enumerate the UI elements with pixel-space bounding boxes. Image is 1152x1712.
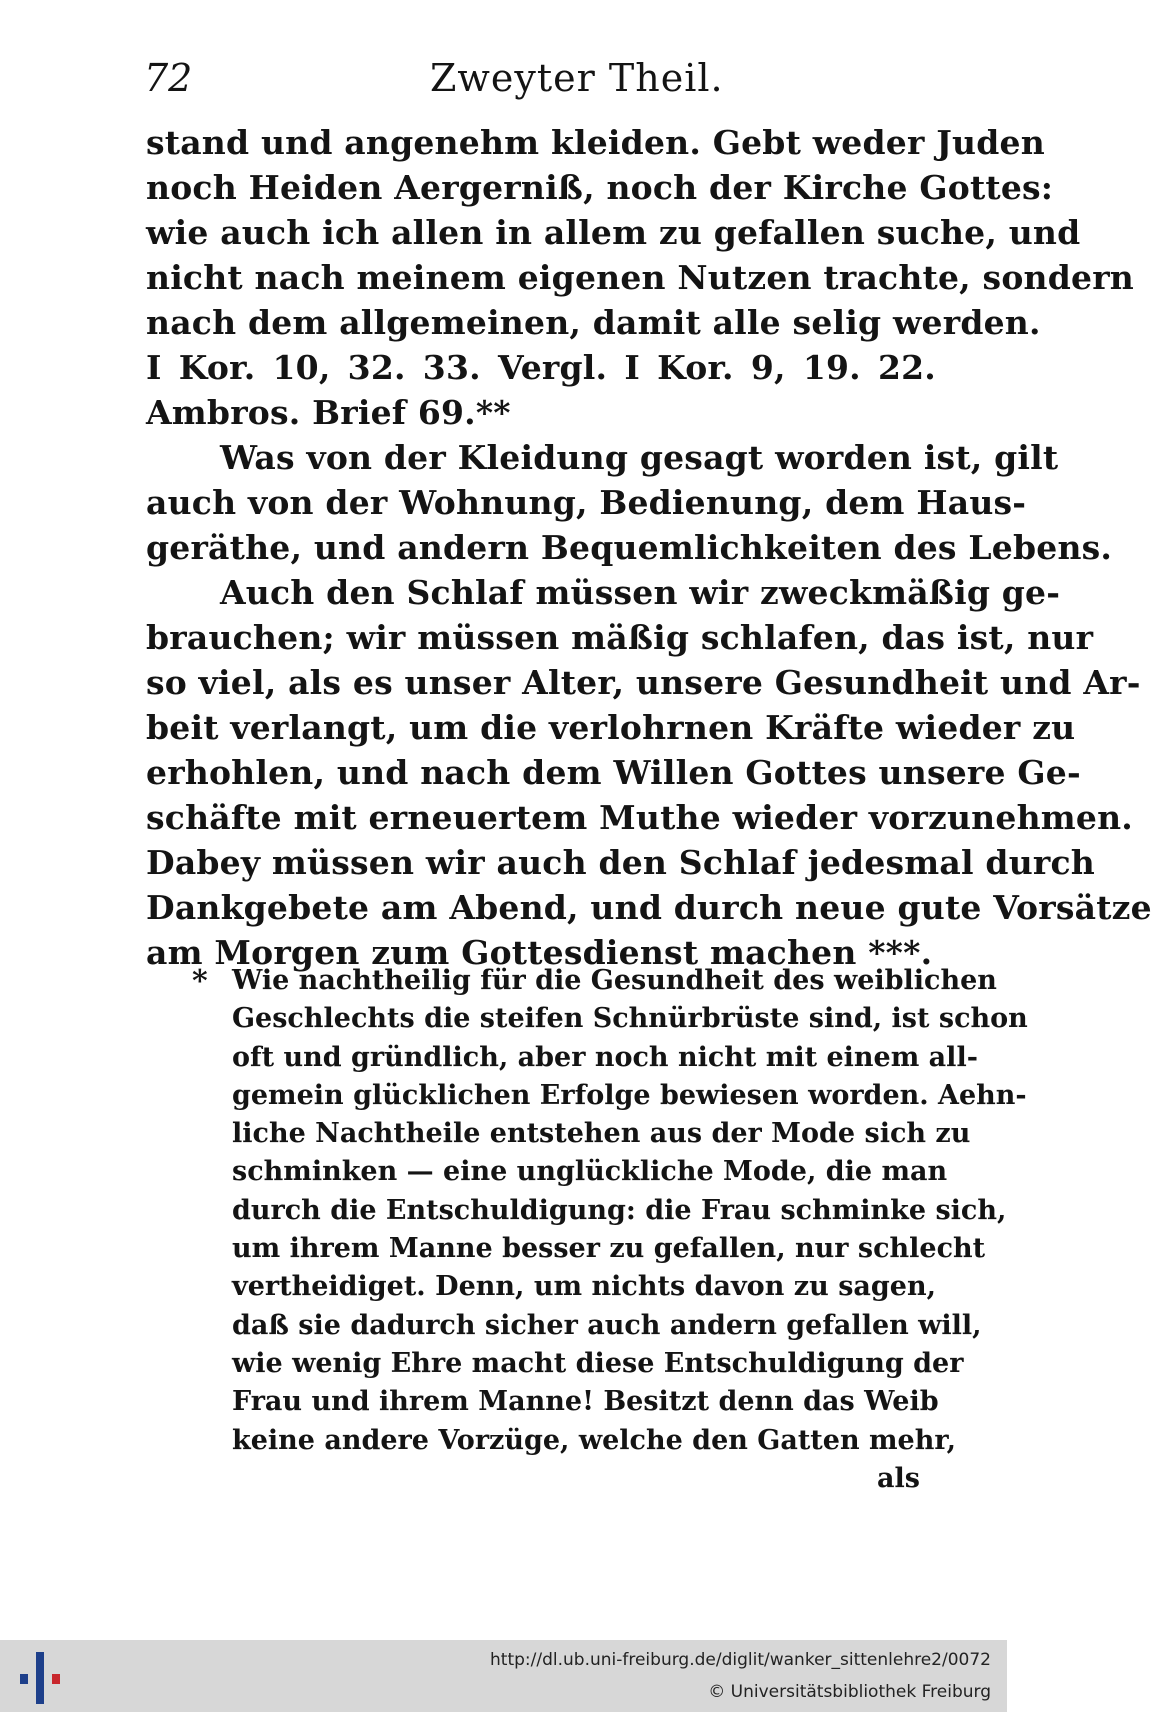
logo-mark xyxy=(20,1674,28,1684)
footnote-line: keine andere Vorzüge, welche den Gatten mehr, xyxy=(232,1424,957,1456)
text-line: Dabey müssen wir auch den Schlaf jedesmal durch xyxy=(146,843,1095,882)
paragraph-start: Was von der Kleidung gesagt worden ist, gilt xyxy=(220,438,1059,477)
main-text xyxy=(146,120,1152,975)
text-line: am Morgen zum Gottesdienst machen ***. xyxy=(146,933,933,972)
page-number: 72 xyxy=(144,56,193,100)
footnote-marker: * xyxy=(192,964,208,999)
text-line: noch Heiden Aergerniß, noch der Kirche Gottes: xyxy=(146,168,1054,207)
footnote-line: gemein glücklichen Erfolge bewiesen worden. Aehn- xyxy=(232,1079,1027,1111)
text-line: nicht nach meinem eigenen Nutzen trachte, sondern xyxy=(146,258,1134,297)
footnote-line: Frau und ihrem Manne! Besitzt denn das Weib xyxy=(232,1386,939,1418)
footnote-line: um ihrem Manne besser zu gefallen, nur schlecht xyxy=(232,1233,986,1265)
logo-mark xyxy=(36,1652,44,1704)
footnote-line: daß sie dadurch sicher auch andern gefallen will, xyxy=(232,1309,982,1341)
text-line: Dankgebete am Abend, und durch neue gute Vorsätze xyxy=(146,888,1152,927)
text-line: I Kor. 10, 32. 33. Vergl. I Kor. 9, 19. 22. xyxy=(146,348,936,387)
page-header xyxy=(0,50,1007,110)
logo-mark xyxy=(52,1674,60,1684)
footnote-line: durch die Entschuldigung: die Frau schminke sich, xyxy=(232,1194,1007,1226)
text-line: brauchen; wir müssen mäßig schlafen, das ist, nur xyxy=(146,618,1094,657)
running-head: Zweyter Theil. xyxy=(430,56,724,100)
footnote-line: liche Nachtheile entstehen aus der Mode sich zu xyxy=(232,1118,971,1150)
library-logo-icon[interactable] xyxy=(18,1652,64,1704)
catchword: als xyxy=(877,1462,920,1494)
text-line: nach dem allgemeinen, damit alle selig werden. xyxy=(146,303,1041,342)
footnote-line: schminken — eine unglückliche Mode, die man xyxy=(232,1156,948,1188)
text-line: stand und angenehm kleiden. Gebt weder Juden xyxy=(146,123,1045,162)
footnote-line: Wie nachtheilig für die Gesundheit des weiblichen xyxy=(232,965,997,996)
footnote-line: wie wenig Ehre macht diese Entschuldigung der xyxy=(232,1347,964,1379)
footnote-line: vertheidiget. Denn, um nichts davon zu sagen, xyxy=(232,1271,936,1303)
text-line: Ambros. Brief 69.** xyxy=(146,393,511,432)
text-line: schäfte mit erneuertem Muthe wieder vorzunehmen. xyxy=(146,798,1133,837)
copyright-text: © Universitätsbibliothek Freiburg xyxy=(708,1682,991,1702)
text-line: geräthe, und andern Bequemlichkeiten des Lebens. xyxy=(146,528,1113,567)
text-line: auch von der Wohnung, Bedienung, dem Haus- xyxy=(146,483,1027,522)
text-line: wie auch ich allen in allem zu gefallen suche, und xyxy=(146,213,1081,252)
text-line: beit verlangt, um die verlohrnen Kräfte wieder zu xyxy=(146,708,1076,747)
footnote-line: Geschlechts die steifen Schnürbrüste sind, ist schon xyxy=(232,1003,1028,1035)
paragraph-start: Auch den Schlaf müssen wir zweckmäßig ge- xyxy=(220,573,1061,612)
source-url-link[interactable]: http://dl.ub.uni-freiburg.de/diglit/wanker_sittenlehre2/0072 xyxy=(490,1650,991,1670)
text-line: so viel, als es unser Alter, unsere Gesundheit und Ar- xyxy=(146,663,1141,702)
viewer-footer xyxy=(0,1640,1007,1712)
text-line: erhohlen, und nach dem Willen Gottes unsere Ge- xyxy=(146,753,1081,792)
footnote-line: oft und gründlich, aber noch nicht mit einem all- xyxy=(232,1041,978,1073)
footnote xyxy=(146,962,1028,1498)
